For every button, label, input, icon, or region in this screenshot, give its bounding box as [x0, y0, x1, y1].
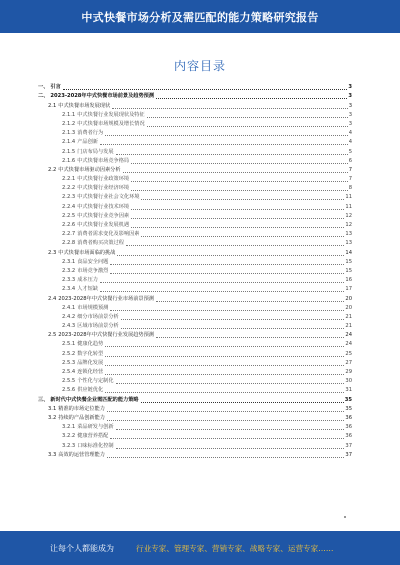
toc-entry-page: 7	[348, 166, 352, 173]
toc-entry[interactable]	[38, 304, 352, 313]
toc-entry-page: 24	[345, 341, 352, 348]
dot-leader	[105, 356, 344, 357]
toc-entry[interactable]	[38, 258, 352, 267]
toc-entry-page: 5	[348, 148, 352, 155]
toc-entry-number: 2.2.2	[62, 185, 76, 192]
dot-leader	[105, 374, 344, 375]
toc-entry[interactable]	[38, 120, 352, 129]
toc-entry-title: 消费者行为	[77, 130, 104, 137]
toc-entry-title: 消费者购买决策过程	[77, 240, 124, 247]
toc-entry-page: 37	[345, 451, 352, 458]
dot-leader	[107, 420, 344, 421]
dot-leader	[63, 89, 348, 90]
toc-entry-title: 市场竞争激烈	[77, 267, 109, 274]
toc-entry-title: 细分市场前景分析	[77, 313, 119, 320]
toc-entry-title: 中式快餐行业政策环境	[77, 176, 130, 183]
toc-entry-number: 2.2.8	[62, 240, 76, 247]
toc-entry[interactable]	[38, 294, 352, 303]
toc-entry-number: 2.1.6	[62, 157, 76, 164]
toc-entry-page: 36	[345, 414, 352, 421]
dot-leader	[110, 310, 344, 311]
toc-entry[interactable]	[38, 221, 352, 230]
toc-entry-title: 引言	[50, 84, 61, 91]
toc-entry-page: 16	[345, 277, 352, 284]
toc-entry[interactable]	[38, 248, 352, 257]
toc-entry-title: 中式快餐行业竞争因素	[77, 212, 130, 219]
toc-entry-page: 17	[345, 286, 352, 293]
dot-leader	[116, 429, 345, 430]
dot-leader	[105, 135, 348, 136]
toc-entry[interactable]	[38, 359, 352, 368]
toc-entry[interactable]	[38, 147, 352, 156]
dot-leader	[131, 163, 348, 164]
toc-entry[interactable]	[38, 101, 352, 110]
toc-entry-title: 市场规模预测	[77, 304, 109, 311]
toc-entry-page: 36	[345, 433, 352, 440]
dot-leader	[112, 108, 348, 109]
toc-entry[interactable]	[38, 193, 352, 202]
toc-entry-number: 2.1.4	[62, 139, 76, 146]
dot-leader	[147, 126, 348, 127]
toc-entry[interactable]	[38, 111, 352, 120]
dot-leader	[131, 209, 344, 210]
footer-bar	[0, 531, 400, 565]
toc-entry-title: 精准的市场定位能力	[58, 405, 105, 412]
toc-entry-number: 2.1	[48, 102, 57, 109]
toc-entry-page: 12	[345, 212, 352, 219]
toc-entry-page: 20	[345, 304, 352, 311]
toc-entry-page: 27	[345, 359, 352, 366]
dot-leader	[116, 448, 345, 449]
toc-entry-number: 一、	[38, 84, 49, 91]
toc-entry-title: 中式快餐行业发展现状及特征	[77, 111, 145, 118]
toc-entry-number: 2.1.5	[62, 148, 76, 155]
toc-entry-number: 3.1	[48, 405, 57, 412]
toc-entry-number: 2.4	[48, 295, 57, 302]
toc-entry-page: 4	[348, 130, 352, 137]
toc-entry-page: 3	[348, 93, 352, 100]
toc-entry-title: 中式快餐市场发展现状	[58, 102, 111, 109]
toc-entry[interactable]	[38, 386, 352, 395]
toc-entry-number: 2.2.7	[62, 231, 76, 238]
dot-leader	[121, 328, 345, 329]
toc-heading: 内容目录	[173, 59, 226, 73]
toc-entry-page: 7	[348, 176, 352, 183]
toc-entry-page: 30	[345, 378, 352, 385]
dot-leader	[100, 291, 344, 292]
toc-entry[interactable]	[38, 202, 352, 211]
toc-entry-page: 35	[344, 396, 352, 403]
toc-entry-title: 新时代中式快餐企业需匹配的能力策略	[50, 396, 139, 403]
toc-entry-number: 二、	[38, 93, 49, 100]
toc-entry-title: 消费者需求变化及影响因素	[77, 231, 140, 238]
toc-entry-number: 2.2.3	[62, 194, 76, 201]
toc-entry-title: 供应链优化	[77, 387, 104, 394]
toc-entry-page: 31	[345, 387, 352, 394]
toc-entry-title: 中式快餐市场驱动因素分析	[58, 166, 121, 173]
toc-entry[interactable]	[38, 129, 352, 138]
toc-entry-number: 2.5.4	[62, 369, 76, 375]
toc-entry-page: 24	[345, 332, 352, 339]
toc-entry-page: 21	[345, 323, 352, 330]
toc-entry-title: 中式快餐市场竞争格局	[77, 157, 130, 164]
dot-leader	[117, 255, 344, 256]
dot-leader	[156, 98, 347, 99]
dot-leader	[100, 144, 348, 145]
toc-entry-page: 4	[348, 139, 352, 146]
toc-entry-number: 2.5.5	[62, 378, 76, 385]
dot-leader	[131, 227, 344, 228]
toc-entry[interactable]	[38, 92, 352, 101]
toc-entry-title: 菜品研发与创新	[77, 424, 114, 431]
toc-entry-page: 14	[345, 249, 352, 256]
toc-entry-page: 15	[345, 258, 352, 265]
toc-entry-number: 3.2	[48, 414, 57, 421]
toc-entry-page: 15	[345, 267, 352, 274]
dot-leader	[147, 117, 348, 118]
footer-slogan: 让每个人都能成为	[50, 543, 114, 553]
dot-leader	[123, 172, 348, 173]
toc-entry-number: 2.4.2	[62, 313, 76, 320]
report-title: 中式快餐市场分析及需匹配的能力策略研究报告	[81, 10, 319, 24]
toc-entry-title: 健康营养搭配	[77, 433, 109, 440]
toc-entry-number: 2.3.2	[62, 267, 76, 274]
dot-leader	[100, 282, 344, 283]
toc-entry-number: 2.2.6	[62, 222, 76, 228]
toc-entry[interactable]	[38, 451, 352, 460]
toc-entry-title: 2023-2028年中式快餐市场前景及趋势预测	[50, 93, 155, 100]
dot-leader	[107, 457, 344, 458]
toc-entry-number: 2.4.1	[62, 304, 76, 311]
dot-leader	[105, 365, 344, 366]
toc-entry-page: 35	[345, 405, 352, 412]
toc-entry-page: 8	[348, 185, 352, 192]
toc-entry-number: 2.3	[48, 249, 57, 256]
dot-leader	[141, 402, 344, 403]
toc-entry-title: 品牌化发展	[77, 359, 104, 366]
toc-entry-number: 2.5.1	[62, 341, 76, 348]
toc-entry-page: 3	[348, 120, 352, 127]
toc-entry[interactable]	[38, 212, 352, 221]
toc-entry[interactable]	[38, 331, 352, 340]
toc-entry-page: 25	[345, 350, 352, 357]
toc-entry[interactable]	[38, 432, 352, 441]
dot-leader	[110, 438, 344, 439]
toc-entry[interactable]	[38, 157, 352, 166]
dot-leader	[131, 181, 348, 182]
dot-leader	[105, 392, 344, 393]
toc-entry[interactable]	[38, 230, 352, 239]
toc-entry-page: 37	[345, 442, 352, 449]
toc-entry-title: 中式快餐市场面临的挑战	[58, 249, 116, 256]
toc-entry-number: 2.2.1	[62, 176, 76, 183]
toc-entry[interactable]	[38, 441, 352, 450]
dot-leader	[126, 245, 344, 246]
toc-entry-title: 区域市场前景分析	[77, 323, 119, 330]
toc-entry[interactable]	[38, 368, 352, 377]
toc-entry-page: 12	[345, 222, 352, 228]
toc-entry-number: 2.4.3	[62, 323, 76, 330]
toc-entry[interactable]	[38, 138, 352, 147]
toc-entry-title: 中式快餐市场规模及增长情况	[77, 120, 145, 127]
toc-entry-title: 2023-2028年中式快餐行业市场前景预测	[58, 295, 154, 302]
toc-entry-number: 2.5	[48, 332, 57, 339]
toc-entry[interactable]	[38, 349, 352, 358]
toc-entry-number: 2.2.4	[62, 203, 76, 210]
toc-entry[interactable]	[38, 423, 352, 432]
toc-entry-title: 成本压力	[77, 277, 98, 284]
toc-entry-number: 3.2.2	[62, 433, 76, 440]
toc-entry-number: 2.1.2	[62, 120, 76, 127]
toc-entry-number: 2.3.1	[62, 258, 76, 265]
toc-entry[interactable]	[38, 405, 352, 414]
toc-entry[interactable]	[38, 377, 352, 386]
toc-entry[interactable]	[38, 285, 352, 294]
dot-leader	[107, 411, 344, 412]
toc-entry-number: 2.2	[48, 166, 57, 173]
toc-entry-title: 人才短缺	[77, 286, 98, 293]
dot-leader	[156, 301, 344, 302]
dot-leader	[110, 264, 344, 265]
toc-entry-number: 2.2.5	[62, 212, 76, 219]
toc-entry-number: 2.3.3	[62, 277, 76, 284]
toc-entry-title: 中式快餐行业经济环境	[77, 185, 130, 192]
toc-entry[interactable]	[38, 166, 352, 175]
toc-entry-title: 产品创新	[77, 139, 98, 146]
toc-entry-number: 2.1.1	[62, 111, 76, 118]
dot-leader	[105, 346, 344, 347]
toc-entry[interactable]	[38, 239, 352, 248]
toc-entry[interactable]	[38, 340, 352, 349]
toc-entry[interactable]	[38, 395, 352, 404]
toc-entry-number: 2.5.2	[62, 350, 76, 357]
toc-entry-title: 健康化趋势	[77, 341, 104, 348]
header-bar	[0, 0, 400, 33]
toc-entry-number: 3.2.3	[62, 442, 76, 449]
toc-entry-title: 门店布局与发展	[77, 148, 114, 155]
toc-entry-title: 数字化转型	[77, 350, 104, 357]
dot-leader	[156, 337, 344, 338]
toc-entry-page: 21	[345, 313, 352, 320]
dot-leader	[116, 154, 348, 155]
dot-leader	[110, 273, 344, 274]
toc-entry-title: 中式快餐行业技术环境	[77, 203, 130, 210]
dot-leader	[131, 218, 344, 219]
toc-entry-page: 3	[348, 111, 352, 118]
dot-leader	[131, 190, 348, 191]
dot-leader	[141, 199, 344, 200]
dot-leader	[121, 319, 345, 320]
toc-entry-page: 11	[345, 203, 352, 210]
toc-entry-page: 13	[345, 240, 352, 247]
toc-entry-title: 个性化与定制化	[77, 378, 114, 385]
toc-entry[interactable]	[38, 184, 352, 193]
toc-entry-title: 口味标准化控制	[77, 442, 114, 449]
toc-entry[interactable]	[38, 313, 352, 322]
toc-entry[interactable]	[38, 267, 352, 276]
toc-entry-number: 三、	[38, 396, 49, 403]
dot-leader	[141, 236, 344, 237]
toc-entry-page: 29	[345, 369, 352, 375]
toc-entry-page: 36	[345, 424, 352, 431]
dot-leader	[116, 383, 345, 384]
toc-entry-title: 食品安全问题	[77, 258, 109, 265]
toc-entry-page: 3	[348, 84, 352, 91]
toc-entry-page: 13	[345, 231, 352, 238]
toc-entry-number: 3.3	[48, 451, 57, 458]
toc-entry[interactable]	[38, 276, 352, 285]
toc-entry[interactable]	[38, 322, 352, 331]
toc-entry-page: 3	[348, 102, 352, 109]
toc-entry-page: 20	[345, 295, 352, 302]
table-of-contents	[38, 83, 352, 460]
toc-entry-number: 2.5.3	[62, 359, 76, 366]
toc-entry[interactable]	[38, 414, 352, 423]
toc-entry-number: 2.1.3	[62, 130, 76, 137]
toc-entry-title: 2023-2028年中式快餐行业发展趋势预测	[58, 332, 154, 339]
toc-entry-title: 中式快餐行业社会文化环境	[77, 194, 140, 201]
toc-entry-title: 高效的运营管理能力	[58, 451, 105, 458]
toc-entry-page: 11	[345, 194, 352, 201]
toc-entry-page: 6	[348, 157, 352, 164]
toc-entry-number: 2.3.4	[62, 286, 76, 293]
page-marker	[344, 516, 346, 518]
toc-entry-title: 连锁化经营	[77, 369, 104, 375]
toc-entry-number: 2.5.6	[62, 387, 76, 394]
toc-entry-title: 持续的产品创新能力	[58, 414, 105, 421]
toc-entry[interactable]	[38, 83, 352, 92]
toc-entry-number: 3.2.1	[62, 424, 76, 431]
toc-entry-title: 中式快餐行业发展机遇	[77, 222, 130, 228]
footer-roles: 行业专家、管理专家、营销专家、战略专家、运营专家……	[136, 543, 334, 553]
toc-entry[interactable]	[38, 175, 352, 184]
